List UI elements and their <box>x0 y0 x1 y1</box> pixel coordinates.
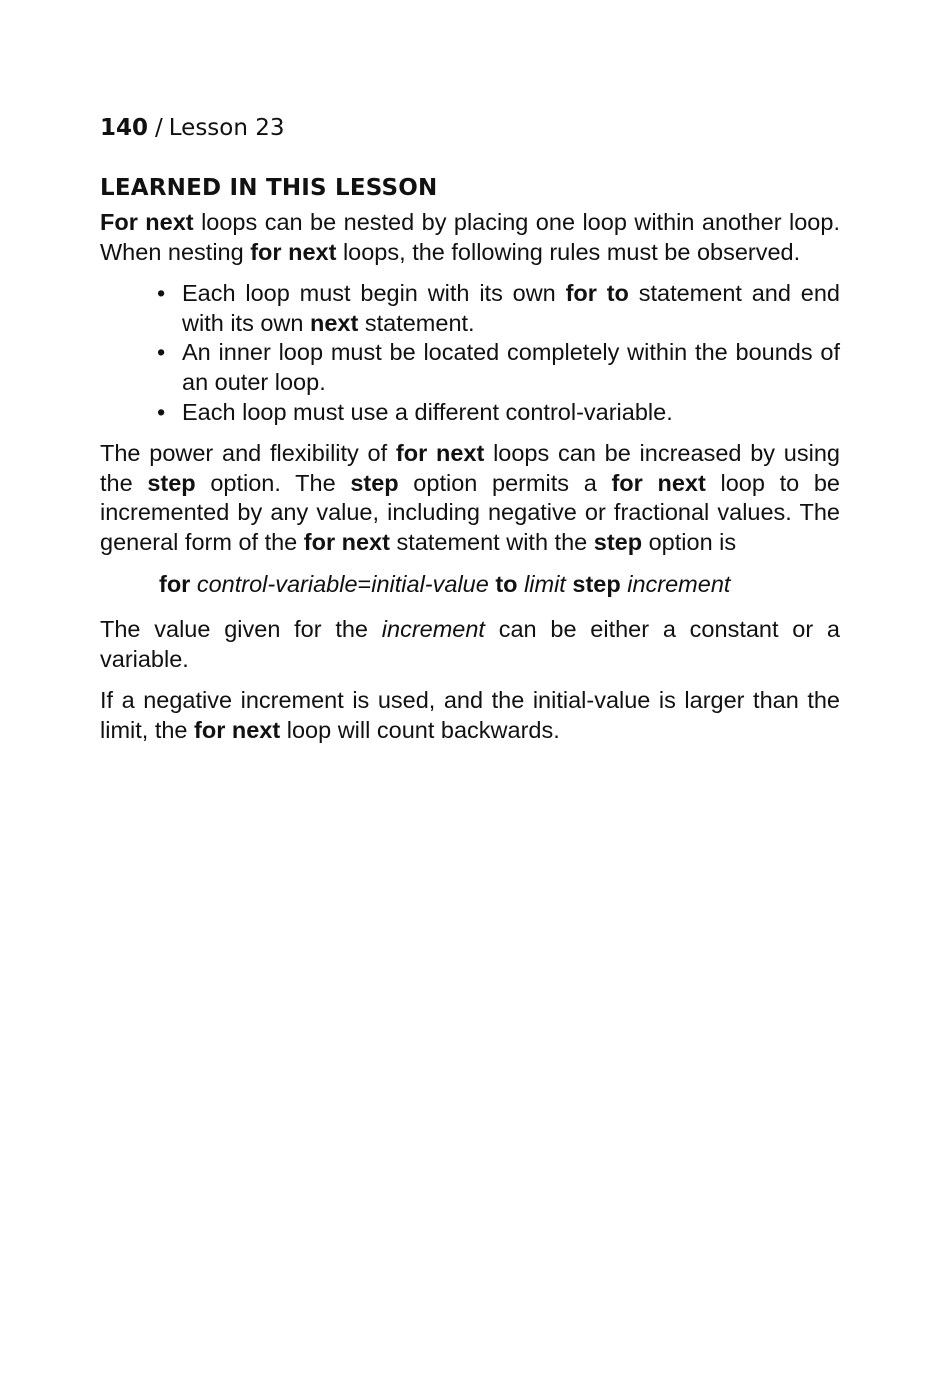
nesting-rules-list <box>100 279 840 427</box>
keyword-for: for <box>159 570 191 597</box>
paragraph-text: The value given for the <box>100 616 382 643</box>
keyword-step: step <box>147 469 196 496</box>
keyword-for-next: for next <box>395 440 485 467</box>
paragraph-text: option. The <box>195 469 351 496</box>
list-item-text: statement. <box>358 309 475 336</box>
keyword-to: to <box>495 570 518 597</box>
paragraph-text: loop will count backwards. <box>280 716 560 743</box>
paragraph-text: option permits a <box>398 469 612 496</box>
list-item-text: Each loop must use a different control-variable. <box>182 398 673 425</box>
list-item <box>157 279 840 338</box>
paragraph-text: option is <box>642 528 737 555</box>
limit-term: limit <box>524 570 566 597</box>
paragraph-text: can be either a constant or a variable. <box>100 616 841 672</box>
paragraph-negative-increment <box>100 686 840 745</box>
lesson-label: Lesson 23 <box>168 115 285 141</box>
keyword-for-next: For next <box>100 209 194 235</box>
paragraph-step-option <box>100 439 840 557</box>
paragraph-text: statement with the <box>389 528 594 555</box>
paragraph-text: loops can be increased by using the <box>100 440 840 496</box>
equals-sign: = <box>357 570 372 597</box>
paragraph-text: loops, the following rules must be observed. <box>336 238 801 265</box>
syntax-form <box>159 570 840 600</box>
keyword-for-next: for next <box>303 528 390 555</box>
keyword-for-next: for next <box>611 469 706 496</box>
increment-term: increment <box>627 570 731 597</box>
paragraph-text: loop to be incremented by any value, including negative or fractional values. The general form of the <box>100 469 840 555</box>
increment-term: increment <box>381 616 485 643</box>
bullet-icon: • <box>157 280 166 307</box>
list-item-text: An inner loop must be located completely within the bounds of an outer loop. <box>182 339 840 395</box>
keyword-step: step <box>572 570 621 597</box>
paragraph-text: loops can be nested by placing one loop within another loop. When nesting <box>100 209 840 265</box>
page-number: 140 <box>100 115 149 141</box>
keyword-for-to: for to <box>565 280 629 307</box>
keyword-step: step <box>593 528 643 555</box>
paragraph-nesting <box>100 208 840 267</box>
list-item <box>157 338 840 397</box>
initial-value-term: initial-value <box>371 570 489 597</box>
list-item-text: statement and end with its own <box>182 280 840 336</box>
keyword-step: step <box>350 469 399 496</box>
section-title: LEARNED IN THIS LESSON <box>100 175 438 201</box>
paragraph-increment <box>100 615 840 674</box>
bullet-icon: • <box>157 339 166 366</box>
paragraph-text: The power and flexibility of <box>100 440 396 467</box>
keyword-for-next: for next <box>194 716 281 743</box>
running-head-separator: / <box>155 115 163 141</box>
bullet-icon: • <box>157 398 166 425</box>
control-variable-term: control-variable <box>196 570 358 597</box>
list-item <box>157 398 840 428</box>
running-head <box>100 112 840 144</box>
keyword-for-next: for next <box>250 238 337 265</box>
list-item-text: Each loop must begin with its own <box>182 280 566 307</box>
paragraph-text: If a negative increment is used, and the initial-value is larger than the limit, the <box>100 687 840 743</box>
keyword-next: next <box>310 309 359 336</box>
book-page <box>100 112 840 758</box>
